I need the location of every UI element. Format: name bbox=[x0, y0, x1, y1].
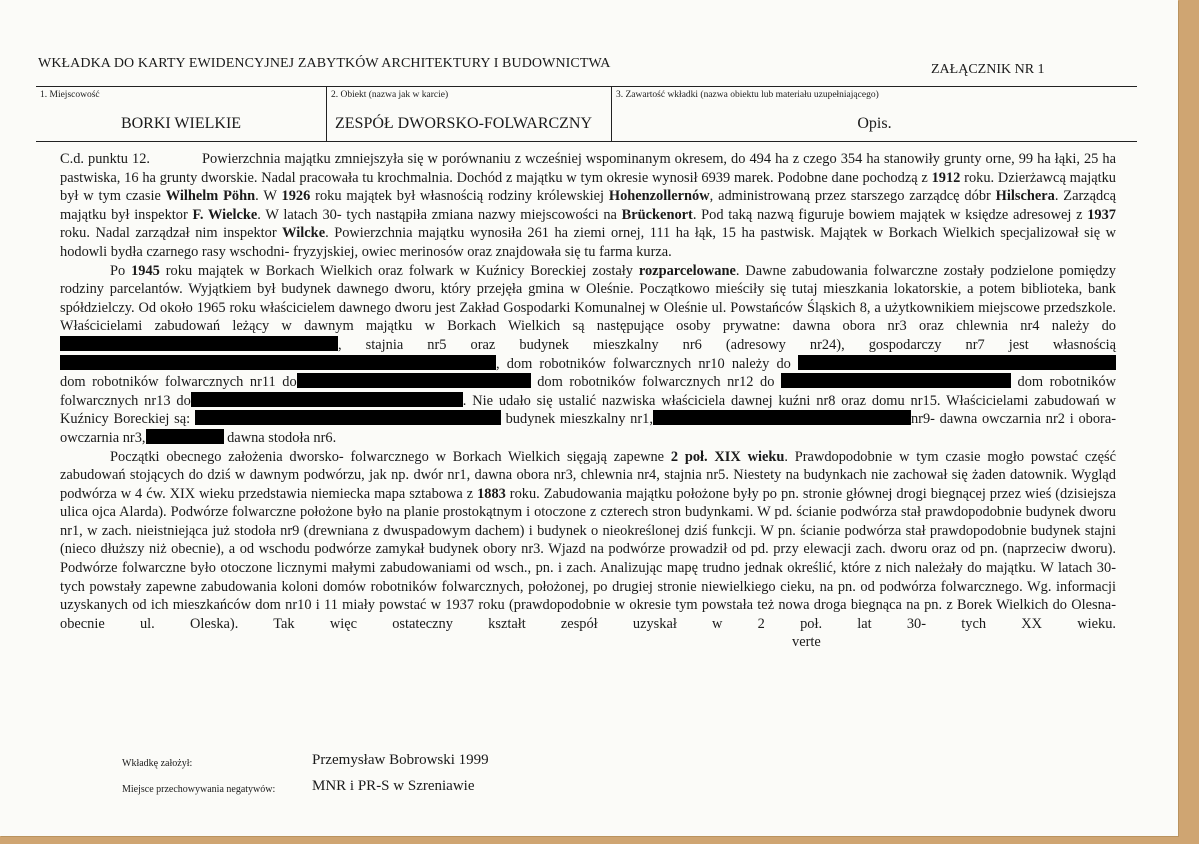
text-run: . Dawne zabudowania folwarczne zostały podzielone pomiędzy rodziny parcelantów. Wyjątkiem był budynek dawnego dworu, który przejęła gmina w Oleśnie. Początkowo mieściły się tutaj mieszkania lokatorskie, a potem biblioteka, bank spółdzielczy. Od około 1965 roku właścicielem dawnego dworu jest Zakład Gospodarki Komunalnej w Oleśnie ul. Powstańców Śląskich 8, a użytkownikiem miejscowe przedszkole. Właścicielami zabudowań leżący w dawnym majątku w Borkach Wielkich są następujące osoby prywatne: dawna obora nr3 oraz chlewnia nr4 należy do bbox=[60, 262, 1116, 335]
paragraph-3 bbox=[60, 448, 1116, 653]
redaction-bar bbox=[653, 410, 911, 425]
redaction-bar bbox=[798, 355, 1116, 370]
redaction-bar bbox=[60, 336, 338, 351]
object-value: ZESPÓŁ DWORSKO-FOLWARCZNY bbox=[335, 115, 593, 132]
author-value: Przemysław Bobrowski 1999 bbox=[312, 752, 489, 768]
text-run: roku majątek był własnością rodziny królewskiej bbox=[310, 188, 609, 205]
bold-text-run: 2 poł. XIX wieku bbox=[670, 448, 785, 465]
text-run: . Zarządcą majątku był inspektor bbox=[60, 188, 1116, 223]
text-run: roku. Zabudowania majątku położone były po pn. stronie głównej drogi biegnącej przez wieś (dzisiejsza ulica ojca Alarda). Podwórze folwarczne położone było na planie prostokątnym i otoczone z czterech stron budynkami. W pd. ścianie podwórza stał prawdopodobnie budynek dworu nr1, w zach. nieistniejąca już stodoła nr9 (drewniana z dwuspadowym dachem) i budynek o nieokreślonej dziś funkcji. W pn. ścianie podwórza stał prawdopodobnie budynek stajni (nieco dłuższy niż obecnie), a od wschodu podwórze zamykał budynek obory nr3. Wjazd na podwórze prowadził od pd. przy elewacji zach. dworu oraz od pn. (naprzeciw dworu). Podwórze folwarczne było otoczone licznymi małymi zabudowaniami od wsch., pn. i zach. Analizując mapę trudno jednak określić, które z nich należały do majątku. W latach 30- tych powstały zapewne zabudowania koloni domów robotników folwarcznych, położonej, po drugiej stronie niewielkiego cieku, na pn. od podwórza folwarcznego. Wg. informacji uzyskanych od ich mieszkańców dom nr10 i 11 miały powstać w 1937 roku (prawdopodobnie w okresie tym powstała też nowa droga biegnąca na pn. z Borek Wielkich do Olesna- obecnie ul. Oleska). Tak więc ostateczny kształt zespół uzyskał w 2 poł. lat 30- tych XX wieku. bbox=[60, 485, 1116, 632]
bold-text-run: Wilcke bbox=[282, 225, 326, 242]
description-body bbox=[60, 150, 1116, 652]
text-run: Po bbox=[110, 262, 132, 279]
bold-text-run: Brückenort bbox=[621, 206, 693, 223]
text-run: Powierzchnia majątku zmniejszyła się w porównaniu z wcześniej wspominanym okresem, do 494 ha z czego 354 ha stanowiły grunty orne, 99 ha łąki, 25 ha pastwiska, 16 ha grunty dworskie. Nadal pracowała tu krochmalnia. Dochód z majątku w tym okresie wynosił 6939 marek. Podobne dane pochodzą z bbox=[60, 151, 1116, 186]
bold-text-run: 1937 bbox=[1087, 206, 1116, 223]
bold-text-run: Wilhelm Pöhn bbox=[165, 188, 256, 205]
author-label: Wkładkę założył: bbox=[122, 758, 193, 769]
bold-text-run: 1926 bbox=[281, 188, 311, 205]
header-fields bbox=[36, 86, 1137, 142]
paragraph-1 bbox=[60, 150, 1116, 262]
text-run: nr9- dawna owczarnia nr2 i obora- owczarnia nr3, bbox=[60, 411, 1116, 446]
redaction-bar bbox=[191, 392, 463, 407]
content-cell bbox=[611, 87, 1137, 141]
text-run: roku majątek w Borkach Wielkich oraz folwark w Kuźnicy Boreckiej zostały bbox=[159, 262, 639, 279]
text-run: dom robotników folwarcznych nr12 do bbox=[530, 374, 781, 391]
text-run: , administrowaną przez starszego zarządcę dóbr bbox=[709, 188, 996, 205]
text-run: C.d. punktu 12. bbox=[60, 151, 151, 167]
bold-text-run: Hilschera bbox=[995, 188, 1055, 205]
text-run: . Nie udało się ustalić nazwiska właściciela dawnej kuźni nr8 oraz domu nr15. Właścicielami zabudowań w Kuźnicy Boreckiej są: bbox=[60, 392, 1116, 428]
text-run: roku. Nadal zarządzał nim inspektor bbox=[60, 225, 283, 242]
redaction-bar bbox=[146, 429, 224, 444]
redaction-bar bbox=[60, 355, 496, 370]
text-run: , stajnia nr5 oraz budynek mieszkalny nr6 (adresowy nr24), gospodarczy nr7 jest własnością bbox=[338, 336, 1116, 353]
bold-text-run: 1945 bbox=[131, 262, 160, 279]
locality-value: BORKI WIELKIE bbox=[120, 115, 242, 132]
paragraph-2 bbox=[60, 262, 1116, 448]
content-value: Opis. bbox=[857, 115, 892, 132]
bold-text-run: 1883 bbox=[477, 485, 506, 502]
locality-cell bbox=[36, 87, 326, 141]
redaction-bar bbox=[781, 373, 1011, 388]
text-run: dom robotników folwarcznych nr11 do bbox=[60, 374, 297, 391]
text-run: . Powierzchnia majątku wynosiła 261 ha ziemi ornej, 111 ha łąk, 15 ha pastwisk. Majątek w Borkach Wielkich specjalizował się w hodowli bydła czarnego rasy wschodni- fryzyjskiej, owiec merinosów oraz znajdowała się tu farma kurza. bbox=[60, 225, 1117, 260]
text-run: . W latach 30- tych nastąpiła zmiana nazwy miejscowości na bbox=[257, 206, 622, 223]
text-run: Początki obecnego założenia dworsko- folwarcznego w Borkach Wielkich sięgają zapewne bbox=[110, 448, 671, 465]
storage-label: Miejsce przechowywania negatywów: bbox=[122, 784, 276, 795]
text-run: . W bbox=[255, 188, 282, 205]
text-run: , dom robotników folwarcznych nr10 należy do bbox=[496, 355, 798, 372]
bold-text-run: rozparcelowane bbox=[638, 262, 736, 279]
content-label: 3. Zawartość wkładki (nazwa obiektu lub materiału uzupełniającego) bbox=[616, 90, 879, 100]
text-run: . Pod taką nazwą figuruje bowiem majątek w księdze adresowej z bbox=[692, 206, 1088, 223]
bold-text-run: Hohenzollernów bbox=[608, 188, 710, 205]
storage-value: MNR i PR-S w Szreniawie bbox=[312, 778, 475, 794]
annex-number: ZAŁĄCZNIK NR 1 bbox=[931, 62, 1045, 77]
redaction-bar bbox=[297, 373, 531, 388]
text-run: budynek mieszkalny nr1, bbox=[500, 411, 653, 428]
object-label: 2. Obiekt (nazwa jak w karcie) bbox=[331, 90, 449, 100]
redaction-bar bbox=[195, 410, 501, 425]
bold-text-run: 1912 bbox=[931, 169, 961, 186]
document-title: WKŁADKA DO KARTY EWIDENCYJNEJ ZABYTKÓW ARCHITEKTURY I BUDOWNICTWA bbox=[38, 56, 611, 71]
bold-text-run: F. Wielcke bbox=[192, 206, 258, 223]
locality-label: 1. Miejscowość bbox=[40, 90, 100, 100]
text-run: dawna stodoła nr6. bbox=[223, 429, 337, 446]
text-run: roku. Dzierżawcą majątku był w tym czasie bbox=[60, 169, 1116, 205]
text-run: dom robotników folwarcznych nr13 do bbox=[60, 374, 1116, 409]
text-run: . Prawdopodobnie w tym czasie mogło powstać część zabudowań stojących do dziś w dawnym podwórzu, jak np. dwór nr1, dawna obora nr3, chlewnia nr4, stajnia nr5. Niestety na budynkach nie zachował się żaden datownik. Wygląd podwórza w 4 ćw. XIX wieku przedstawia niemiecka mapa sztabowa z bbox=[60, 448, 1116, 502]
object-cell bbox=[326, 87, 611, 141]
verte-marker: verte bbox=[792, 634, 821, 651]
